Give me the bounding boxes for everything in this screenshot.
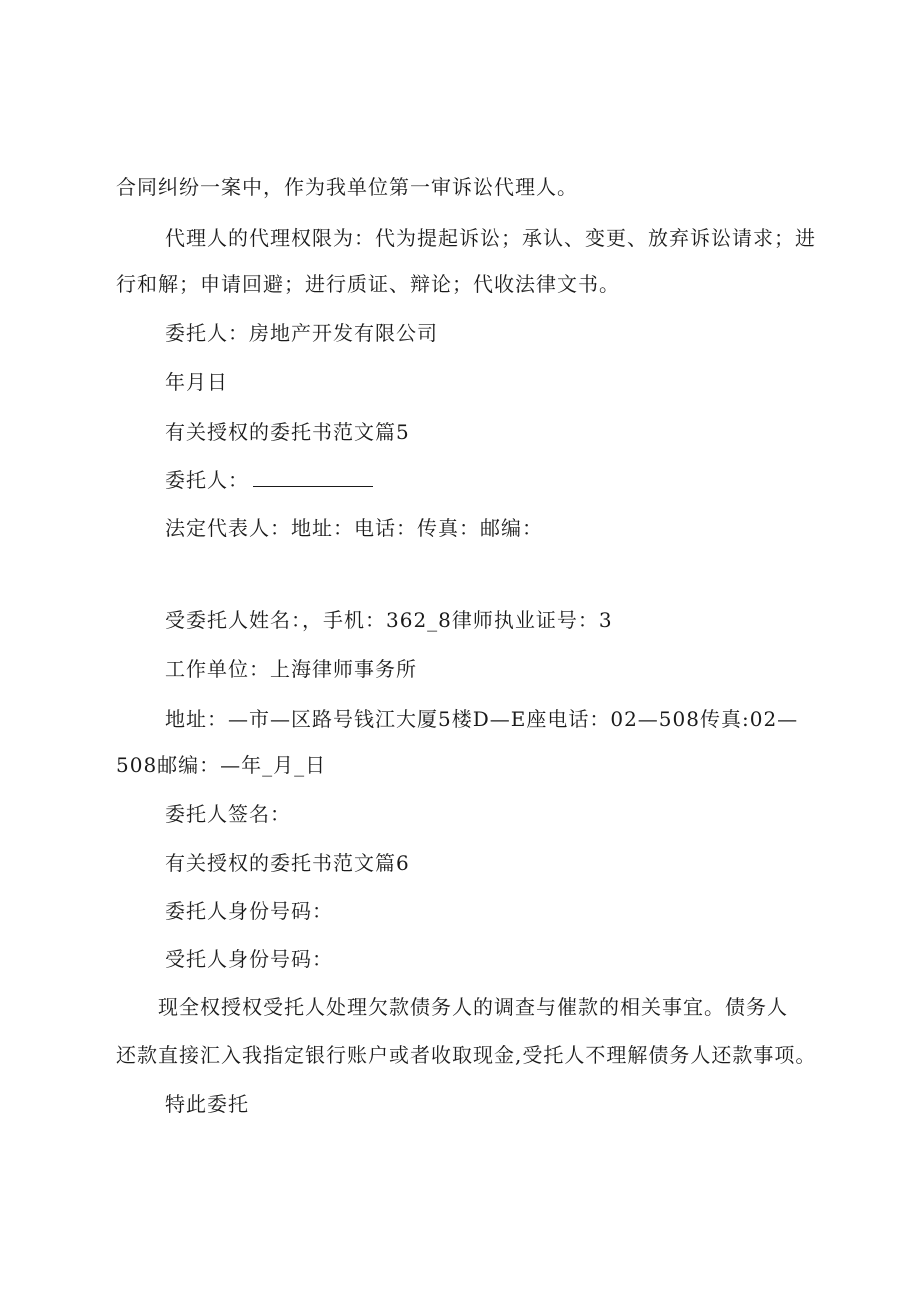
agent-name-line: 受委托人姓名：，手机：362_8律师执业证号：3 xyxy=(165,608,613,632)
address-line-2: 508邮编：—年_月_日 xyxy=(116,753,327,777)
principal-label: 委托人： xyxy=(165,468,249,492)
authorization-line-1: 现全权授权受托人处理欠款债务人的调查与催款的相关事宜。债务人 xyxy=(158,995,788,1019)
paragraph-line-2: 代理人的代理权限为：代为提起诉讼；承认、变更、放弃诉讼请求；进 xyxy=(165,226,816,250)
date-line: 年月日 xyxy=(165,370,228,394)
closing-line: 特此委托 xyxy=(165,1092,249,1116)
authorization-line-2: 还款直接汇入我指定银行账户或者收取现金,受托人不理解债务人还款事项。 xyxy=(116,1043,817,1067)
principal-id-line: 委托人身份号码： xyxy=(165,899,333,923)
legal-rep-line: 法定代表人：地址：电话：传真：邮编： xyxy=(165,516,543,540)
principal-field-line xyxy=(165,466,373,494)
agent-id-line: 受托人身份号码： xyxy=(165,947,333,971)
paragraph-line-1: 合同纠纷一案中，作为我单位第一审诉讼代理人。 xyxy=(116,175,578,199)
work-unit-line: 工作单位：上海律师事务所 xyxy=(165,657,417,681)
section-heading-6: 有关授权的委托书范文篇6 xyxy=(165,851,410,875)
principal-blank xyxy=(253,468,373,487)
paragraph-line-3: 行和解；申请回避；进行质证、辩论；代收法律文书。 xyxy=(116,272,620,296)
address-line-1: 地址：—市—区路号钱江大厦5楼D—E座电话：02—508传真:02— xyxy=(165,707,799,731)
section-heading-5: 有关授权的委托书范文篇5 xyxy=(165,420,410,444)
principal-signature-line: 委托人签名： xyxy=(165,802,291,826)
principal-line: 委托人：房地产开发有限公司 xyxy=(165,321,438,345)
